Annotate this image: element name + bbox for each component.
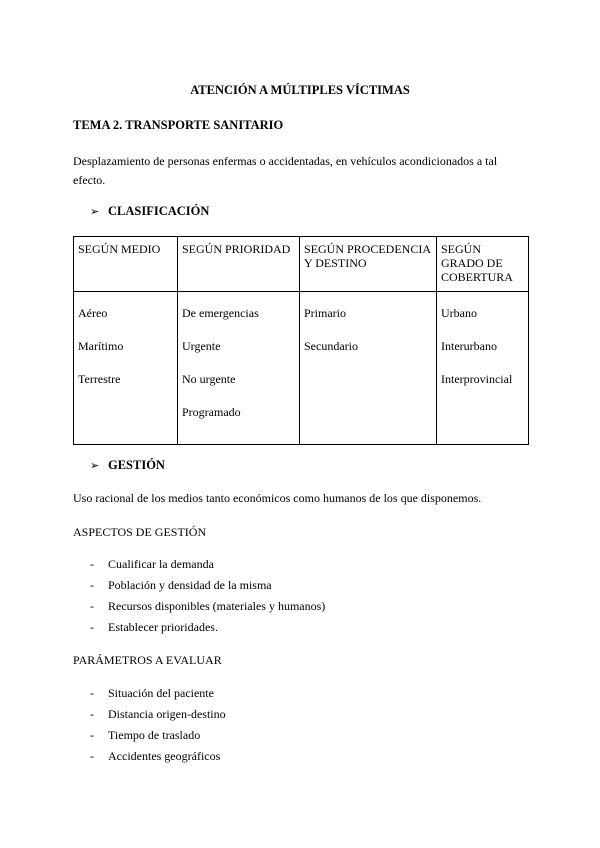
document-title: ATENCIÓN A MÚLTIPLES VÍCTIMAS: [190, 83, 410, 97]
dash-bullet: -: [90, 686, 94, 700]
table-cell-item: Primario: [304, 306, 346, 320]
document-subtitle: TEMA 2. TRANSPORTE SANITARIO: [73, 118, 284, 132]
table-cell-item: Terrestre: [78, 372, 121, 386]
table-cell-item: Interurbano: [441, 339, 497, 353]
arrow-bullet-icon: ➢: [90, 459, 100, 472]
list-item: - Población y densidad de la misma: [90, 578, 272, 592]
table-cell-item: Urgente: [182, 339, 221, 353]
table-cell-prioridad: [178, 292, 300, 445]
table-cell-item: De emergencias: [182, 306, 259, 320]
list-item: - Accidentes geográficos: [90, 749, 221, 763]
list-item: - Situación del paciente: [90, 686, 214, 700]
table-cell-item: Interprovincial: [441, 372, 513, 386]
dash-bullet: -: [90, 557, 94, 571]
table-cell-item: Marítimo: [78, 339, 124, 353]
parametros-heading: PARÁMETROS A EVALUAR: [73, 653, 222, 667]
section-heading-label: GESTIÓN: [108, 458, 165, 472]
dash-bullet: -: [90, 749, 94, 763]
dash-bullet: -: [90, 707, 94, 721]
section-heading-gestion: [90, 458, 165, 473]
list-item: - Recursos disponibles (materiales y humanos): [90, 599, 326, 613]
dash-bullet: -: [90, 620, 94, 634]
table-row: [74, 292, 529, 445]
dash-bullet: -: [90, 578, 94, 592]
table-cell-item: No urgente: [182, 372, 236, 386]
table-cell-item: Urbano: [441, 306, 477, 320]
classification-table: [73, 236, 529, 445]
list-item: - Establecer prioridades.: [90, 620, 218, 634]
parametros-list: [90, 686, 226, 770]
table-cell-cobertura: [437, 292, 529, 445]
table-cell-item: Programado: [182, 405, 241, 419]
table-header-cell: SEGÚN GRADO DE COBERTURA: [437, 237, 529, 292]
aspectos-list: [90, 557, 325, 641]
list-item: - Cualificar la demanda: [90, 557, 214, 571]
table-cell-item: Aéreo: [78, 306, 108, 320]
table-header-row: [74, 237, 529, 292]
table-header-cell: SEGÚN MEDIO: [74, 237, 178, 292]
dash-bullet: -: [90, 728, 94, 742]
arrow-bullet-icon: ➢: [90, 205, 100, 218]
aspectos-heading: ASPECTOS DE GESTIÓN: [73, 525, 207, 539]
gestion-description: Uso racional de los medios tanto económicos como humanos de los que disponemos.: [73, 491, 482, 505]
table-cell-medio: [74, 292, 178, 445]
definition-paragraph: Desplazamiento de personas enfermas o accidentadas, en vehículos acondicionados a tal efecto.: [73, 154, 498, 187]
list-item: - Distancia origen-destino: [90, 707, 226, 721]
section-heading-label: CLASIFICACIÓN: [108, 204, 210, 218]
list-item: - Tiempo de traslado: [90, 728, 201, 742]
table-header-cell: SEGÚN PROCEDENCIA Y DESTINO: [300, 237, 437, 292]
section-heading-clasificacion: [90, 204, 209, 219]
table-header-cell: SEGÚN PRIORIDAD: [178, 237, 300, 292]
table-cell-procedencia: [300, 292, 437, 445]
dash-bullet: -: [90, 599, 94, 613]
table-cell-item: Secundario: [304, 339, 358, 353]
